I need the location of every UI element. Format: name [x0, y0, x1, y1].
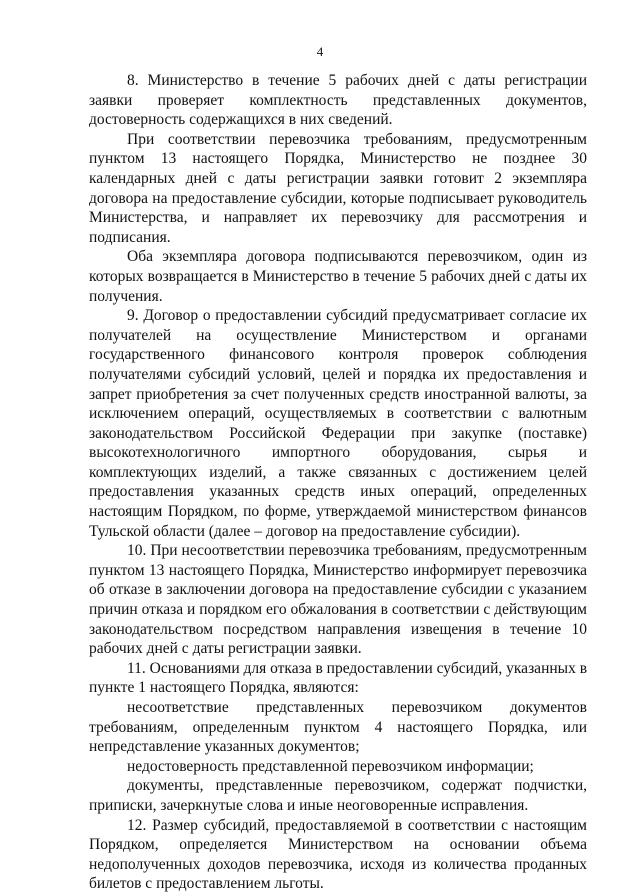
paragraph-9: 9. Договор о предоставлении субсидий предусматривает согласие их получателей на осуществление Министерством и органами государственного финансового контроля проверок соблюдения получателями субсидий условий, целей и порядка их предоставления и запрет приобретения за счет полученных средств иностранной валюты, за исключением операций, осуществляемых в соответствии с валютным законодательством Российской Федерации при закупке (поставке) высокотехнологичного импортного оборудования, сырья и комплектующих изделий, а также связанных с достижением целей предоставления указанных средств иных операций, определенных настоящим Порядком, по форме, утверждаемой министерством финансов Тульской области (далее – договор на предоставление субсидии).	[89, 307, 587, 540]
paragraph-8: 8. Министерство в течение 5 рабочих дней с даты регистрации заявки проверяет комплектность представленных документов, достоверность содержащихся в них сведений.	[89, 72, 587, 129]
paragraph-11: 11. Основаниями для отказа в предоставлении субсидий, указанных в пункте 1 настоящего Порядка, являются:	[89, 659, 588, 697]
paragraph-12: 12. Размер субсидий, предоставляемой в соответствии с настоящим Порядком, определяется Министерством на основании объема недополученных доходов перевозчика, исходя из количества проданных билетов с предоставлением льготы.	[89, 816, 587, 893]
paragraph-11-ground-2: недостоверность представленной перевозчиком информации;	[127, 757, 534, 775]
paragraph-8-contract-signing: Оба экземпляра договора подписываются перевозчиком, один из которых возвращается в Министерство в течение 5 рабочих дней с даты их получения.	[89, 248, 587, 305]
paragraph-11-ground-1: несоответствие представленных перевозчиком документов требованиям, определенным пунктом 4 настоящего Порядка, или непредставление указанных документов;	[89, 699, 587, 756]
paragraph-10: 10. При несоответствии перевозчика требованиям, предусмотренным пунктом 13 настоящего Порядка, Министерство информирует перевозчика об отказе в заключении договора на предоставление субсидии с указанием причин отказа и порядком его обжалования в соответствии с действующим законодательством посредством направления извещения в течение 10 рабочих дней с даты регистрации заявки.	[89, 542, 587, 658]
page-number: 4	[316, 44, 324, 59]
document-body	[89, 71, 587, 894]
paragraph-8-contract-preparation: При соответствии перевозчика требованиям, предусмотренным пунктом 13 настоящего Порядка, Министерство не позднее 30 календарных дней с даты регистрации заявки готовит 2 экземпляра договора на предоставление субсидии, которые подписывает руководитель Министерства, и направляет их перевозчику для рассмотрения и подписания.	[89, 130, 587, 246]
paragraph-11-ground-3: документы, представленные перевозчиком, содержат подчистки, приписки, зачеркнутые слова и иные неоговоренные исправления.	[89, 777, 587, 814]
